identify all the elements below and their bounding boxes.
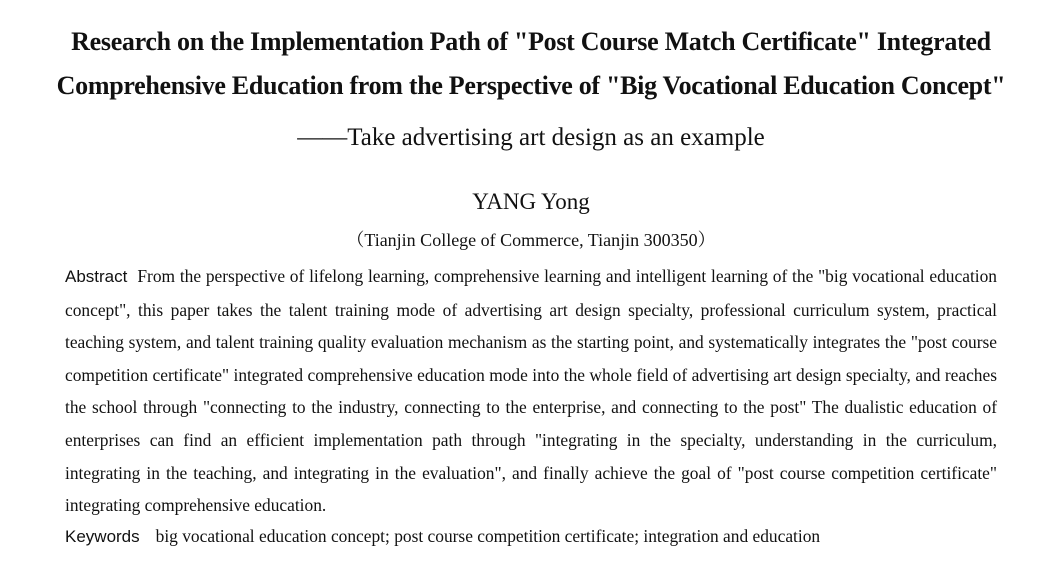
abstract-paragraph xyxy=(65,260,997,522)
keywords-line xyxy=(65,521,1025,552)
paper-subtitle: ——Take advertising art design as an example xyxy=(297,124,765,151)
keywords-text: big vocational education concept; post course competition certificate; integration and education xyxy=(155,526,821,546)
author-affiliation: （Tianjin College of Commerce, Tianjin 300350） xyxy=(346,230,716,250)
paper-title-line-2: Comprehensive Education from the Perspective of "Big Vocational Education Concept" xyxy=(56,71,1006,100)
keywords-label: Keywords xyxy=(65,527,140,546)
paper-title-line-1: Research on the Implementation Path of "Post Course Match Certificate" Integrated xyxy=(71,27,991,56)
abstract-text: From the perspective of lifelong learning, comprehensive learning and intelligent learning of the "big vocational education concept", this paper takes the talent training mode of advertising art design specialty, professional curriculum system, practical teaching system, and talent training quality evaluation mechanism as the starting point, and systematically integrates the "post course competition certificate" integrated comprehensive education mode into the whole field of advertising art design specialty, and reaches the school through "connecting to the industry, connecting to the enterprise, and connecting to the post" The dualistic education of enterprises can find an efficient implementation path through "integrating in the specialty, understanding in the curriculum, integrating in the teaching, and integrating in the evaluation", and finally achieve the goal of "post course competition certificate" integrating comprehensive education. xyxy=(65,266,997,516)
abstract-label: Abstract xyxy=(65,267,128,286)
author-name: YANG Yong xyxy=(472,189,590,214)
